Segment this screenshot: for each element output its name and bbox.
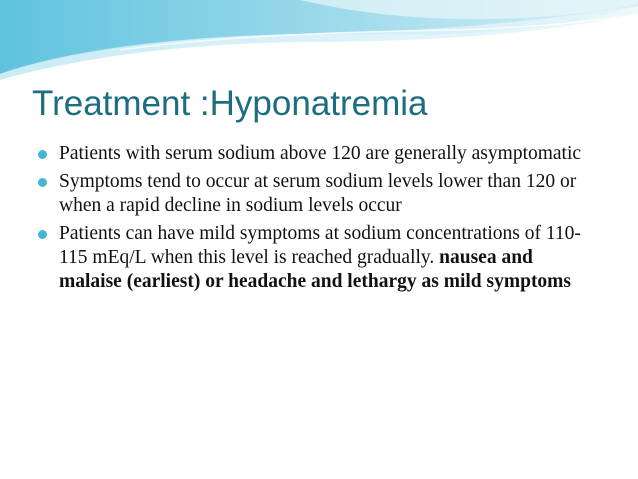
bullet-item [38,170,598,218]
bullet-dot-icon [38,150,47,159]
bullet-dot-icon [38,178,47,187]
header-wave-decoration [0,0,638,80]
bullet-text: Symptoms tend to occur at serum sodium levels lower than 120 or when a rapid decline in sodium levels occur [59,171,577,216]
slide-title: Treatment :Hyponatremia [32,84,428,123]
bullet-item [38,222,598,294]
bullet-dot-icon [38,230,47,239]
bullet-list [38,142,598,298]
bullet-text: Patients with serum sodium above 120 are generally asymptomatic [59,143,582,164]
bullet-text: Patients can have mild symptoms at sodium concentrations of 110-115 mEq/L when this level is reached gradually. [59,223,581,268]
bullet-item [38,142,598,166]
bullet-bold-text: nausea and malaise (earliest) or headache and lethargy as mild symptoms [59,247,572,292]
